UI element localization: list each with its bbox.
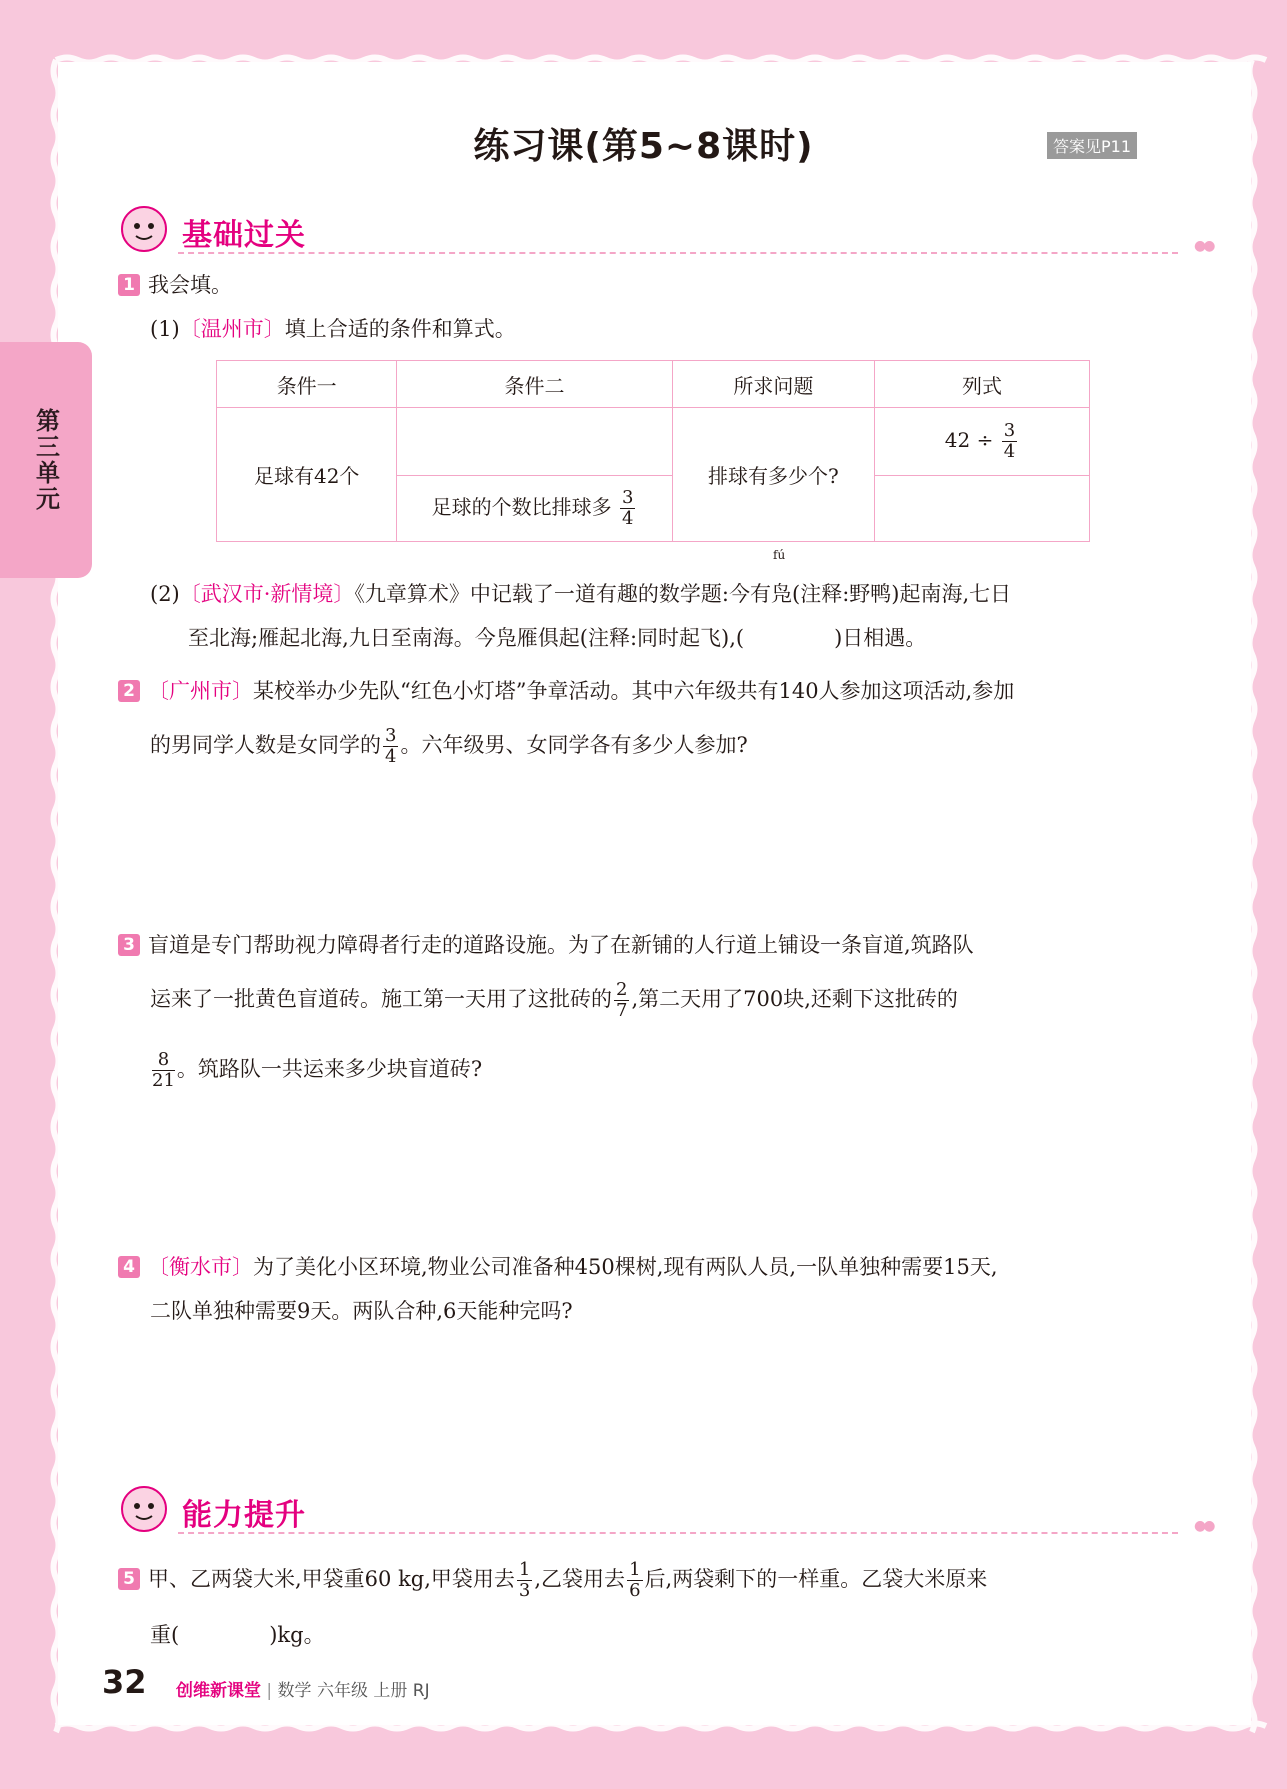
page-title: 练习课(第5~8课时)	[473, 126, 814, 167]
table-cell-blank[interactable]	[874, 476, 1089, 542]
question-4: 4 〔衡水市〕为了美化小区环境,物业公司准备种450棵树,现有两队人员,一队单独种需要15天,	[118, 1244, 1178, 1290]
question-number: 5	[118, 1568, 140, 1590]
table-header-row	[217, 361, 1090, 408]
region-tag: 〔温州市〕	[179, 317, 285, 341]
section-header-basic	[118, 204, 1213, 260]
question-5: 5 甲、乙两袋大米,甲袋重60 kg,甲袋用去 $\frac{1}{3}$ ,乙袋用去 $\frac{1}{6}$ 后,两袋剩下的一样重。乙袋大米原来	[118, 1556, 1178, 1602]
question-5-line-2: 重( )kg。	[150, 1623, 325, 1647]
answer-reference-badge: 答案见P11	[1047, 132, 1137, 159]
fraction: $\frac{3}{4}$	[385, 725, 397, 767]
fraction: $\frac{3}{4}$	[622, 487, 634, 529]
section-title-basic: 基础过关	[182, 218, 306, 253]
question-number: 3	[118, 934, 140, 956]
table-cell-question: 排球有多少个?	[672, 408, 874, 542]
fraction: $\frac{3}{4}$	[1003, 420, 1016, 462]
section-divider	[178, 252, 1178, 254]
mascot-icon	[118, 204, 176, 254]
footer-brand: 创维新课堂	[176, 1681, 261, 1701]
table-header: 条件一	[217, 361, 397, 408]
question-3-line-3: $\frac{8}{21}$ 。筑路队一共运来多少块盲道砖?	[152, 1049, 483, 1091]
pinyin-annotation: fú	[773, 548, 786, 562]
conditions-table	[216, 360, 1090, 542]
table-header: 所求问题	[672, 361, 874, 408]
region-tag: 〔广州市〕	[148, 679, 253, 703]
fraction: $\frac{8}{21}$	[152, 1049, 175, 1091]
page-number: 32	[102, 1663, 147, 1701]
question-1-title: 1 我会填。	[118, 262, 232, 308]
table-cell-blank[interactable]	[397, 408, 672, 476]
question-number: 4	[118, 1256, 140, 1278]
table-header: 条件二	[397, 361, 672, 408]
table-cell-condition-2: 足球的个数比排球多 $\frac{3}{4}$	[397, 476, 672, 542]
unit-label: 第三单元	[31, 408, 60, 512]
footer-subject: 数学 六年级 上册 RJ	[277, 1681, 430, 1701]
section-header-advanced	[118, 1484, 1213, 1540]
section-divider	[178, 1532, 1178, 1534]
question-2-line-2: 的男同学人数是女同学的 $\frac{3}{4}$ 。六年级男、女同学各有多少人参加?	[150, 725, 748, 767]
question-4-line-2: 二队单独种需要9天。两队合种,6天能种完吗?	[150, 1299, 573, 1323]
question-number: 2	[118, 680, 140, 702]
fraction: $\frac{1}{6}$	[629, 1559, 641, 1601]
question-3-line-2: 运来了一批黄色盲道砖。施工第一天用了这批砖的 $\frac{2}{7}$ ,第二天用了700块,还剩下这批砖的	[150, 979, 958, 1021]
question-2: 2 〔广州市〕某校举办少先队“红色小灯塔”争章活动。其中六年级共有140人参加这项活动,参加	[118, 668, 1168, 714]
question-1-part-1: (1)〔温州市〕填上合适的条件和算式。	[150, 317, 516, 341]
table-header: 列式	[874, 361, 1089, 408]
footer-info: 创维新课堂 | 数学 六年级 上册 RJ	[176, 1681, 430, 1701]
question-1-part-2: (2)〔武汉市·新情境〕《九章算术》中记载了一道有趣的数学题:今有 fú 凫(注释:野鸭)起南海,七日	[150, 548, 1012, 606]
table-cell-condition-1: 足球有42个	[217, 408, 397, 542]
question-3: 3 盲道是专门帮助视力障碍者行走的道路设施。为了在新铺的人行道上铺设一条盲道,筑路队	[118, 922, 1178, 968]
question-number: 1	[118, 274, 140, 296]
mascot-icon	[118, 1484, 176, 1534]
table-cell-formula: 42 ÷ $\frac{3}{4}$	[874, 408, 1089, 476]
table-row	[217, 408, 1090, 476]
decor-dots: ●●	[1194, 238, 1213, 254]
region-tag: 〔衡水市〕	[148, 1255, 253, 1279]
unit-side-tab	[0, 342, 92, 578]
region-tag: 〔武汉市·新情境〕	[179, 582, 355, 606]
question-1-part-2-line-2: 至北海;雁起北海,九日至南海。今凫雁俱起(注释:同时起飞),( )日相遇。	[188, 626, 927, 650]
section-title-advanced: 能力提升	[182, 1498, 306, 1533]
fraction: $\frac{2}{7}$	[616, 979, 628, 1021]
decor-dots: ●●	[1194, 1518, 1213, 1534]
fraction: $\frac{1}{3}$	[518, 1559, 531, 1601]
